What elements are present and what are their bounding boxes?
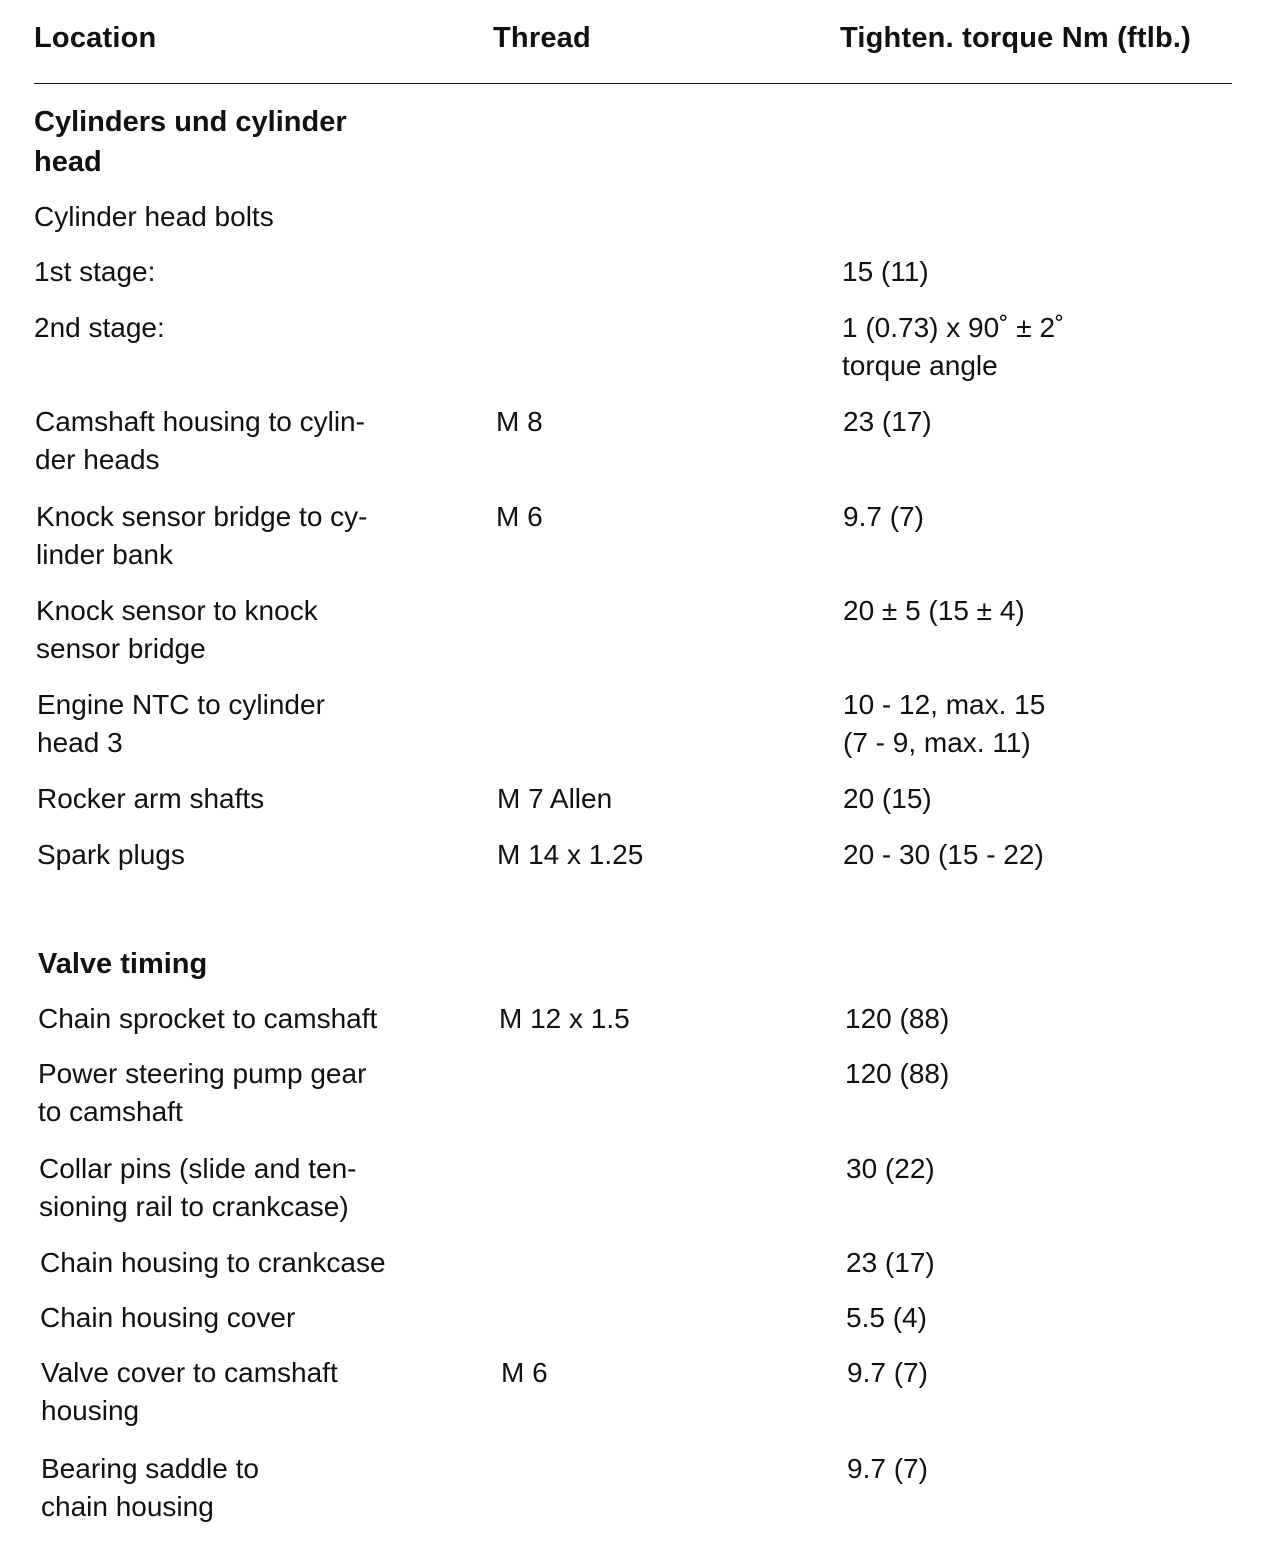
section-title-cylinders: Cylinders und cylinder head [34,106,347,178]
table-row-thread: M 8 [496,406,543,437]
table-row-location: Rocker arm shafts [37,783,265,814]
table-row-location: Collar pins (slide and ten- sioning rail to crankcase) [39,1153,357,1222]
table-row-location: 1st stage: [34,256,156,287]
table-row-torque: 9.7 (7) [847,1357,928,1388]
table-row-location: Engine NTC to cylinder head 3 [37,689,325,758]
column-header-location: Location [34,22,157,54]
table-row-location: Power steering pump gear to camshaft [38,1058,367,1127]
section-title-valve-timing: Valve timing [38,948,208,980]
table-row-thread: M 6 [501,1357,548,1388]
table-row-location: Valve cover to camshaft housing [41,1357,338,1426]
table-row-location: Chain housing to crankcase [40,1247,386,1278]
table-row-location: Bearing saddle to chain housing [41,1453,259,1522]
table-row-location: Chain sprocket to camshaft [38,1003,378,1034]
table-row-torque: 120 (88) [845,1058,950,1089]
column-header-torque: Tighten. torque Nm (ftlb.) [840,22,1192,54]
table-row-torque: 20 - 30 (15 - 22) [843,839,1044,870]
table-row-location: Chain housing cover [40,1302,296,1333]
table-row-torque: 15 (11) [842,256,929,287]
table-row-thread: M 7 Allen [497,783,613,814]
table-row-location: Cylinder head bolts [34,201,274,232]
table-row-torque: 10 - 12, max. 15 (7 - 9, max. 11) [843,689,1046,758]
table-row-location: Knock sensor to knock sensor bridge [36,595,318,664]
table-row-thread: M 12 x 1.5 [499,1003,630,1034]
table-row-torque: 9.7 (7) [843,501,924,532]
table-row-torque: 23 (17) [846,1247,935,1278]
table-row-torque: 20 (15) [843,783,932,814]
column-header-thread: Thread [493,22,591,54]
table-row-thread: M 6 [496,501,543,532]
table-row-thread: M 14 x 1.25 [497,839,644,870]
table-row-torque: 23 (17) [843,406,932,437]
table-row-location: Camshaft housing to cylin- der heads [35,406,365,475]
table-row-torque: 9.7 (7) [847,1453,928,1484]
table-row-location: 2nd stage: [34,312,165,343]
table-row-torque: 30 (22) [846,1153,935,1184]
table-row-torque: 1 (0.73) x 90˚ ± 2˚ torque angle [842,312,1065,381]
table-row-location: Spark plugs [37,839,185,870]
table-row-location: Knock sensor bridge to cy- linder bank [36,501,368,570]
table-row-torque: 5.5 (4) [846,1302,927,1333]
table-row-torque: 20 ± 5 (15 ± 4) [843,595,1025,626]
table-row-torque: 120 (88) [845,1003,950,1034]
header-divider [34,83,1232,84]
